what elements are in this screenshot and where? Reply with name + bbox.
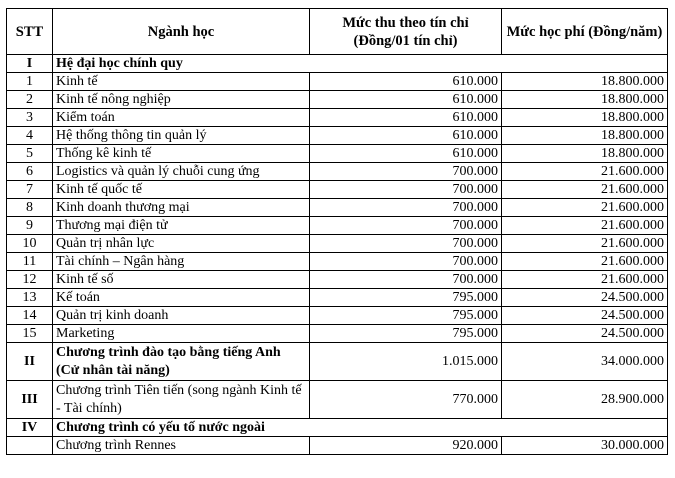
row-stt: 11 [7,253,53,271]
table-row [7,127,668,145]
row-credit-fee: 700.000 [310,217,502,235]
row-stt: 9 [7,217,53,235]
table-row [7,181,668,199]
row-program: Thương mại điện tử [53,217,310,235]
table-row [7,437,668,455]
section-credit-fee: 770.000 [310,381,502,419]
header-credit-fee: Mức thu theo tín chỉ (Đồng/01 tín chỉ) [310,9,502,55]
row-annual-fee: 24.500.000 [502,289,668,307]
table-row [7,271,668,289]
row-annual-fee: 21.600.000 [502,181,668,199]
row-program: Kinh tế [53,73,310,91]
row-program: Kinh tế số [53,271,310,289]
row-program: Kiểm toán [53,109,310,127]
row-credit-fee: 795.000 [310,325,502,343]
row-annual-fee: 21.600.000 [502,253,668,271]
section-stt: II [7,343,53,381]
table-row [7,199,668,217]
row-credit-fee: 610.000 [310,109,502,127]
row-annual-fee: 18.800.000 [502,145,668,163]
row-credit-fee: 795.000 [310,307,502,325]
row-program: Kế toán [53,289,310,307]
section-title: Chương trình đào tạo bằng tiếng Anh (Cử nhân tài năng) [53,343,310,381]
section-annual-fee: 34.000.000 [502,343,668,381]
row-stt: 2 [7,91,53,109]
table-row [7,145,668,163]
table-row [7,253,668,271]
section-title: Chương trình có yếu tố nước ngoài [53,419,668,437]
section-annual-fee: 28.900.000 [502,381,668,419]
table-row [7,235,668,253]
row-annual-fee: 18.800.000 [502,73,668,91]
row-annual-fee: 21.600.000 [502,235,668,253]
section-row [7,381,668,419]
section-stt: III [7,381,53,419]
section-credit-fee: 1.015.000 [310,343,502,381]
row-annual-fee: 24.500.000 [502,325,668,343]
row-stt: 7 [7,181,53,199]
row-annual-fee: 18.800.000 [502,109,668,127]
row-stt: 14 [7,307,53,325]
row-stt: 10 [7,235,53,253]
table-row [7,73,668,91]
row-program: Chương trình Rennes [53,437,310,455]
table-row [7,307,668,325]
row-stt: 3 [7,109,53,127]
section-stt: IV [7,419,53,437]
section-row [7,343,668,381]
row-program: Quản trị kinh doanh [53,307,310,325]
row-program: Hệ thống thông tin quản lý [53,127,310,145]
row-credit-fee: 610.000 [310,91,502,109]
header-stt: STT [7,9,53,55]
row-credit-fee: 610.000 [310,127,502,145]
header-program: Ngành học [53,9,310,55]
table-row [7,109,668,127]
section-title: Chương trình Tiên tiến (song ngành Kinh tế - Tài chính) [53,381,310,419]
section-row [7,419,668,437]
tuition-fee-table [6,8,668,455]
row-stt: 15 [7,325,53,343]
table-row [7,325,668,343]
row-credit-fee: 700.000 [310,181,502,199]
row-annual-fee: 30.000.000 [502,437,668,455]
table-row [7,91,668,109]
row-program: Thống kê kinh tế [53,145,310,163]
row-credit-fee: 920.000 [310,437,502,455]
row-annual-fee: 21.600.000 [502,199,668,217]
section-row [7,55,668,73]
row-annual-fee: 18.800.000 [502,91,668,109]
row-credit-fee: 795.000 [310,289,502,307]
row-program: Quản trị nhân lực [53,235,310,253]
row-credit-fee: 700.000 [310,271,502,289]
row-stt [7,437,53,455]
row-program: Tài chính – Ngân hàng [53,253,310,271]
row-annual-fee: 21.600.000 [502,163,668,181]
row-stt: 1 [7,73,53,91]
row-program: Logistics và quản lý chuỗi cung ứng [53,163,310,181]
row-annual-fee: 24.500.000 [502,307,668,325]
row-credit-fee: 610.000 [310,145,502,163]
row-annual-fee: 21.600.000 [502,217,668,235]
row-stt: 4 [7,127,53,145]
row-stt: 6 [7,163,53,181]
section-title: Hệ đại học chính quy [53,55,668,73]
row-stt: 5 [7,145,53,163]
row-credit-fee: 700.000 [310,253,502,271]
row-program: Kinh tế quốc tế [53,181,310,199]
row-credit-fee: 700.000 [310,199,502,217]
row-program: Marketing [53,325,310,343]
row-annual-fee: 18.800.000 [502,127,668,145]
table-row [7,217,668,235]
header-annual-fee: Mức học phí (Đồng/năm) [502,9,668,55]
row-stt: 8 [7,199,53,217]
header-row [7,9,668,55]
section-stt: I [7,55,53,73]
row-stt: 12 [7,271,53,289]
row-credit-fee: 700.000 [310,163,502,181]
table-row [7,163,668,181]
row-credit-fee: 610.000 [310,73,502,91]
row-stt: 13 [7,289,53,307]
row-credit-fee: 700.000 [310,235,502,253]
row-program: Kinh tế nông nghiệp [53,91,310,109]
row-program: Kinh doanh thương mại [53,199,310,217]
row-annual-fee: 21.600.000 [502,271,668,289]
table-row [7,289,668,307]
